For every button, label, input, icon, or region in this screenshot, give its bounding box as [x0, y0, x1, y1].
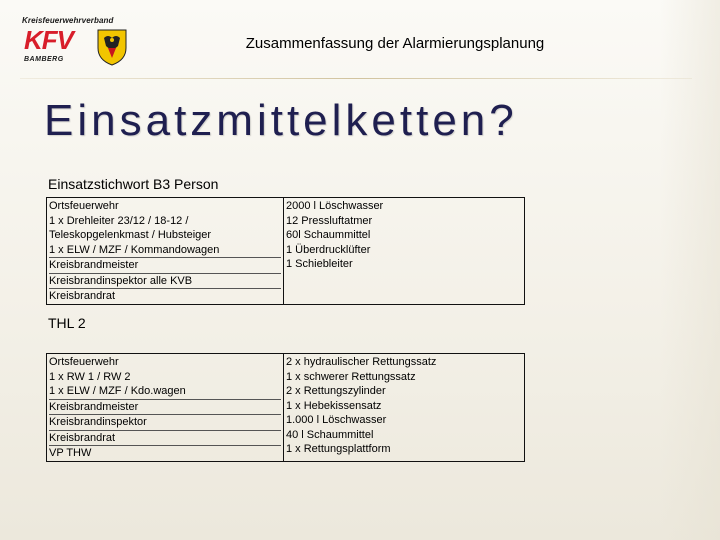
resource-table-thl-2	[46, 353, 525, 462]
list-item: 1 Überdrucklüfter	[286, 243, 371, 256]
list-item: VP THW	[49, 445, 281, 461]
list-item: Kreisbrandinspektor	[49, 414, 281, 430]
table-row	[47, 354, 525, 462]
list-item: Teleskopgelenkmast / Hubsteiger	[49, 229, 212, 241]
slide-edge-shade	[660, 0, 720, 540]
list-item: 1 x schwerer Rettungssatz	[286, 370, 416, 383]
list-item: 60l Schaummittel	[286, 229, 371, 241]
logo-association-name: Kreisfeuerwehrverband	[22, 16, 114, 25]
list-item: Kreisbrandrat	[49, 288, 281, 304]
header-divider	[20, 78, 692, 79]
list-item: 2 x hydraulischer Rettungssatz	[286, 356, 437, 368]
logo-acronym: KFV	[24, 25, 73, 55]
list-item: 1 x Hebekissensatz	[286, 399, 382, 412]
list-item: 12 Pressluftatmer	[286, 214, 373, 227]
list-item: Kreisbrandinspektor alle KVB	[49, 273, 281, 289]
list-item: 40 l Schaummittel	[286, 428, 374, 441]
list-item: 1 x ELW / MZF / Kommandowagen	[49, 243, 220, 256]
table-row	[47, 198, 525, 305]
equipment-cell	[284, 354, 525, 462]
list-item: Ortsfeuerwehr	[49, 356, 119, 368]
units-cell	[47, 198, 284, 305]
list-item: Kreisbrandmeister	[49, 257, 281, 273]
coat-of-arms-icon	[96, 28, 128, 66]
list-item: 1 x Rettungsplattform	[286, 443, 391, 455]
list-item: 1 x ELW / MZF / Kdo.wagen	[49, 385, 186, 397]
list-item: 1 Schiebleiter	[286, 258, 353, 270]
list-item: 1 x Drehleiter 23/12 / 18-12 /	[49, 214, 189, 227]
list-item: 1 x RW 1 / RW 2	[49, 370, 131, 383]
list-item: 1.000 l Löschwasser	[286, 414, 387, 426]
resource-table-b3-person	[46, 197, 525, 305]
units-cell	[47, 354, 284, 462]
section-heading-b3-person: Einsatzstichwort B3 Person	[48, 176, 219, 192]
page-title: Einsatzmittelketten?	[44, 96, 518, 145]
list-item: Kreisbrandrat	[49, 430, 281, 446]
page-subtitle: Zusammenfassung der Alarmierungsplanung	[245, 35, 545, 52]
kfv-logo	[22, 16, 136, 68]
list-item: Kreisbrandmeister	[49, 399, 281, 415]
list-item: 2000 l Löschwasser	[286, 200, 384, 212]
section-heading-thl-2: THL 2	[48, 315, 86, 331]
equipment-cell	[284, 198, 525, 305]
list-item: Ortsfeuerwehr	[49, 200, 119, 212]
list-item: 2 x Rettungszylinder	[286, 385, 386, 397]
logo-city: BAMBERG	[24, 56, 64, 63]
